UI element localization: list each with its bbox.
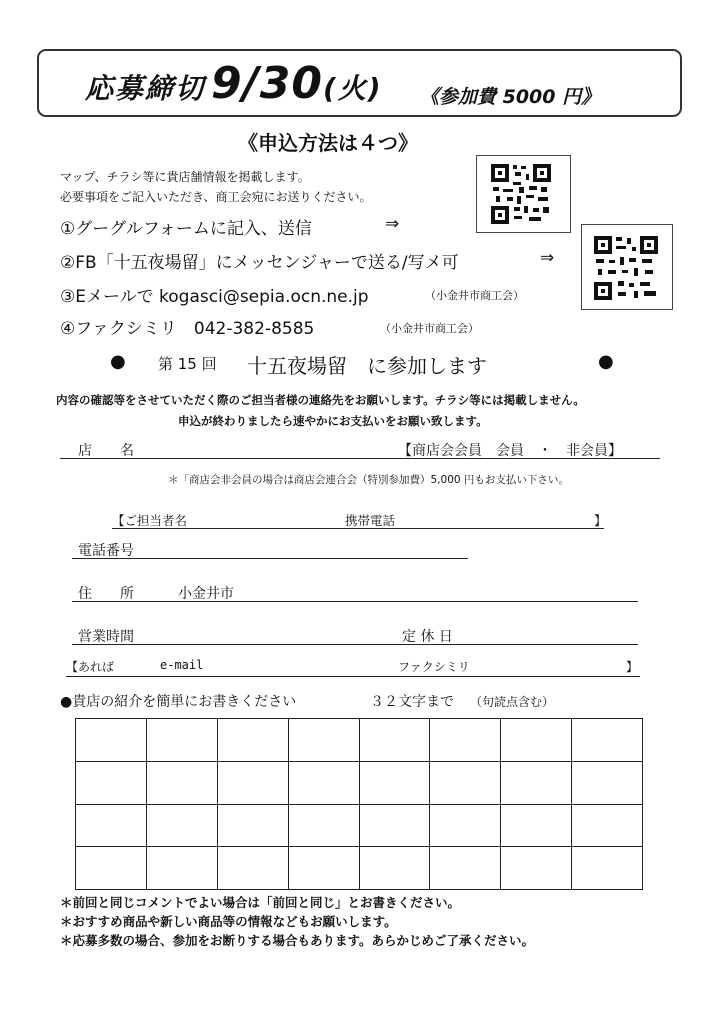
method-email-note: （小金井市商工会） — [425, 289, 524, 302]
grid-cell[interactable] — [501, 719, 572, 762]
entry-note-line-2: 申込が終わりましたら速やかにお支払いをお願い致します。 — [178, 414, 488, 428]
business-hours-label: 営業時間 — [78, 629, 134, 645]
optional-close-bracket: 】 — [626, 660, 639, 674]
grid-cell[interactable] — [430, 762, 501, 805]
grid-cell[interactable] — [147, 847, 218, 890]
intro-prompt: ●貴店の紹介を簡単にお書きください — [60, 694, 297, 710]
method-email: ③Eメールで kogasci@sepia.ocn.ne.jp — [60, 287, 369, 307]
grid-cell[interactable] — [430, 805, 501, 848]
method-facebook: ②FB「十五夜場留」にメッセンジャーで送る/写メ可 — [60, 253, 459, 273]
contact-person-field[interactable] — [112, 528, 604, 529]
arrow-icon: ⇒ — [540, 248, 555, 268]
contact-person-label: 【ご担当者名 — [112, 513, 188, 528]
grid-cell[interactable] — [572, 847, 643, 890]
intro-writing-grid[interactable] — [75, 718, 643, 890]
grid-cell[interactable] — [360, 719, 431, 762]
grid-cell[interactable] — [572, 762, 643, 805]
grid-cell[interactable] — [572, 719, 643, 762]
grid-cell[interactable] — [76, 805, 147, 848]
grid-cell[interactable] — [289, 762, 360, 805]
address-prefill: 小金井市 — [178, 586, 234, 602]
deadline-label: 応募締切 — [85, 72, 206, 105]
grid-cell[interactable] — [289, 847, 360, 890]
optional-contact-field[interactable] — [66, 676, 640, 677]
intro-char-limit-note: （句読点含む） — [470, 695, 555, 709]
member-type-options[interactable]: 【商店会会員 会員 ・ 非会員】 — [398, 443, 622, 459]
intro-char-limit: ３２文字まで — [370, 694, 454, 710]
facebook-qr-code[interactable] — [581, 224, 673, 310]
footer-note: ＊おすすめ商品や新しい商品等の情報などもお願いします。 — [60, 914, 397, 929]
store-name-label: 店 名 — [78, 443, 134, 459]
grid-cell[interactable] — [360, 847, 431, 890]
bullet-icon: ● — [110, 351, 126, 372]
grid-cell[interactable] — [501, 847, 572, 890]
arrow-icon: ⇒ — [385, 214, 400, 234]
deadline-title — [85, 58, 383, 109]
address-field[interactable] — [72, 601, 638, 602]
mobile-phone-label: 携帯電話 — [345, 513, 396, 528]
optional-label: 【あれば — [66, 660, 115, 674]
method-google-form: ①グーグルフォームに記入、送信 — [60, 219, 312, 239]
grid-cell[interactable] — [147, 719, 218, 762]
hours-holiday-field[interactable] — [72, 644, 638, 645]
grid-cell[interactable] — [76, 719, 147, 762]
grid-cell[interactable] — [360, 805, 431, 848]
email-label: e-mail — [160, 658, 204, 672]
address-label: 住 所 — [78, 586, 134, 602]
grid-cell[interactable] — [501, 805, 572, 848]
method-fax-note: （小金井市商工会） — [380, 322, 479, 335]
deadline-date: 9/30 — [211, 58, 323, 109]
google-form-qr-code[interactable] — [476, 155, 571, 233]
grid-cell[interactable] — [76, 847, 147, 890]
grid-cell[interactable] — [572, 805, 643, 848]
intro-line-1: マップ、チラシ等に貴店舗情報を掲載します。 — [60, 170, 310, 184]
store-name-field[interactable] — [60, 458, 660, 459]
grid-cell[interactable] — [218, 762, 289, 805]
deadline-weekday: (火) — [322, 72, 383, 105]
bullet-icon: ● — [598, 351, 614, 372]
non-member-note: ＊「商店会非会員の場合は商店会連合会（特別参加費）5,000 円もお支払い下さい。 — [168, 474, 569, 486]
grid-cell[interactable] — [218, 719, 289, 762]
method-fax: ④ファクシミリ 042-382-8585 — [60, 319, 315, 339]
methods-title: 《申込方法は４つ》 — [238, 131, 418, 155]
footer-note: ＊応募多数の場合、参加をお断りする場合もあります。あらかじめご了承ください。 — [60, 933, 535, 948]
grid-cell[interactable] — [218, 805, 289, 848]
edition-label: 第 15 回 — [158, 355, 217, 373]
grid-cell[interactable] — [289, 805, 360, 848]
participation-fee: 《参加費 5000 円》 — [420, 86, 601, 108]
entry-heading: 十五夜場留 に参加します — [247, 354, 487, 378]
holiday-label: 定 休 日 — [402, 629, 453, 645]
contact-close-bracket: 】 — [594, 513, 607, 528]
intro-line-2: 必要事項をご記入いただき、商工会宛にお送りください。 — [60, 190, 372, 204]
footer-note: ＊前回と同じコメントでよい場合は「前回と同じ」とお書きください。 — [60, 895, 461, 910]
phone-label: 電話番号 — [78, 543, 134, 559]
phone-field[interactable] — [72, 558, 468, 559]
grid-cell[interactable] — [430, 719, 501, 762]
grid-cell[interactable] — [218, 847, 289, 890]
grid-cell[interactable] — [76, 762, 147, 805]
grid-cell[interactable] — [147, 805, 218, 848]
entry-note-line-1: 内容の確認等をさせていただく際のご担当者様の連絡先をお願いします。チラシ等には掲載しません。 — [56, 393, 585, 407]
grid-cell[interactable] — [501, 762, 572, 805]
fax-label: ファクシミリ — [398, 660, 470, 674]
grid-cell[interactable] — [289, 719, 360, 762]
grid-cell[interactable] — [430, 847, 501, 890]
grid-cell[interactable] — [360, 762, 431, 805]
grid-cell[interactable] — [147, 762, 218, 805]
